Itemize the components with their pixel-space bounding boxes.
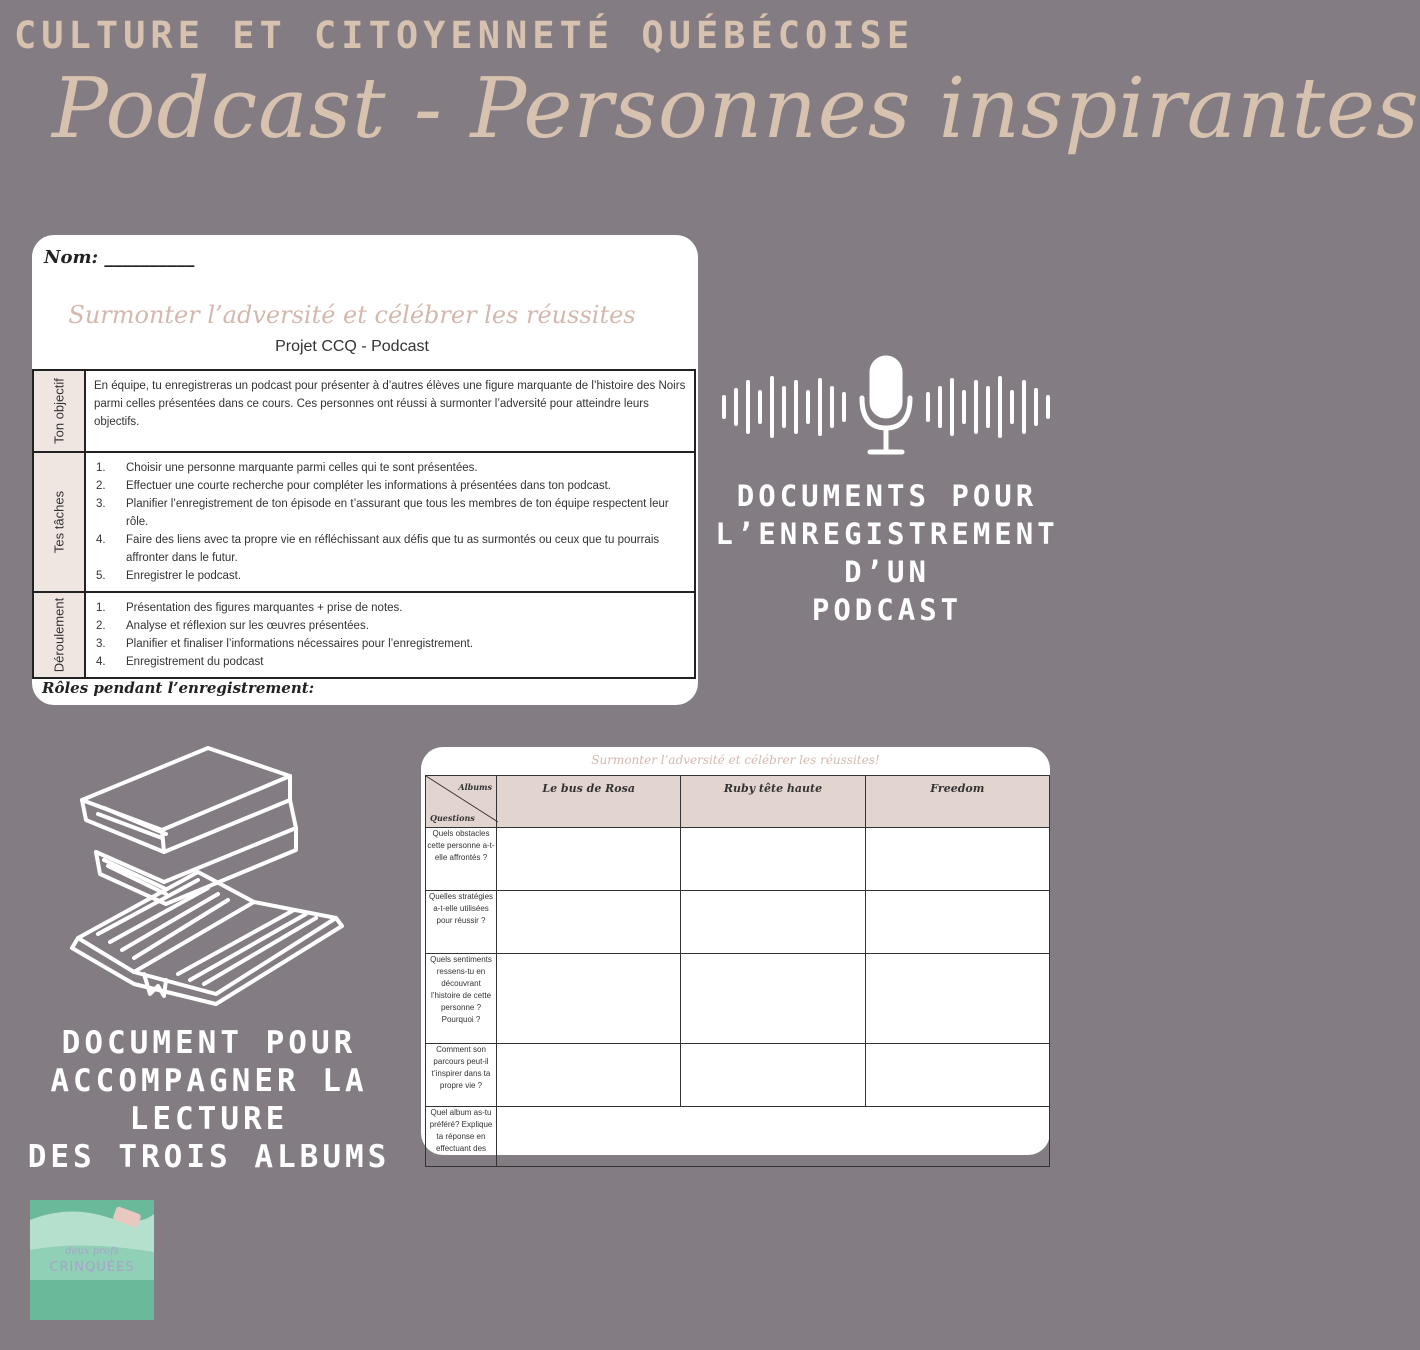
question-cell: Quels obstacles cette personne a-t-elle affrontés ?: [426, 828, 497, 891]
question-cell: Quelles stratégies a-t-elle utilisées pour réussir ?: [426, 891, 497, 954]
album-header: Freedom: [865, 776, 1049, 828]
deroulement-label-cell: [33, 592, 85, 678]
answer-cell: [865, 954, 1049, 1044]
doc-subtitle: Projet CCQ - Podcast: [275, 338, 429, 355]
answer-cell: [497, 1107, 1050, 1167]
header-title: Podcast - Personnes inspirantes: [52, 60, 1420, 157]
list-item: 4. Faire des liens avec ta propre vie en réfléchissant aux défis que tu as surmontés ou ceux que tu pourrais affronter dans le futur.: [96, 534, 660, 564]
table-corner-cell: [426, 776, 497, 828]
corner-questions: Questions: [430, 813, 475, 823]
deroulement-label: Déroulement: [51, 597, 67, 673]
table-row: [426, 1107, 1050, 1167]
question-cell: Quel album as-tu préféré? Explique ta réponse en effectuant des: [426, 1107, 497, 1167]
answer-cell: [865, 828, 1049, 891]
document-preview-albums: [421, 747, 1050, 1155]
table-row: [426, 954, 1050, 1044]
header-subtitle: CULTURE ET CITOYENNETÉ QUÉBÉCOISE: [14, 14, 915, 57]
doc2-title: Surmonter l’adversité et célébrer les réussites!: [591, 753, 880, 767]
album-header: Le bus de Rosa: [497, 776, 681, 828]
taches-list: [85, 452, 695, 592]
list-item: 3. Planifier l’enregistrement de ton épisode en t’assurant que tous les membres de ton équipe respectent leur rôle.: [96, 498, 669, 528]
answer-cell: [681, 828, 865, 891]
answer-cell: [865, 891, 1049, 954]
answer-cell: [497, 828, 681, 891]
answer-cell: [497, 954, 681, 1044]
answer-cell: [681, 891, 865, 954]
list-item: 2. Effectuer une courte recherche pour compléter les informations à présentées dans ton podcast.: [96, 480, 611, 492]
logo-line2: CRINQUÉES: [49, 1260, 135, 1275]
brand-logo: [30, 1200, 154, 1320]
album-header: Ruby tête haute: [681, 776, 865, 828]
answer-cell: [497, 891, 681, 954]
microphone-soundwave-icon: [716, 352, 1056, 462]
deroulement-list: [85, 592, 695, 678]
doc-title: Surmonter l’adversité et célébrer les réussites: [68, 301, 636, 329]
books-icon: [58, 742, 348, 1012]
list-item: 2. Analyse et réflexion sur les œuvres présentées.: [96, 620, 369, 632]
taches-label-cell: [33, 452, 85, 592]
list-item: 3. Planifier et finaliser l’informations nécessaires pour l’enregistrement.: [96, 638, 474, 650]
table-row: [426, 891, 1050, 954]
caption-reading-document: DOCUMENT POUR ACCOMPAGNER LA LECTURE DES TROIS ALBUMS: [27, 1025, 391, 1175]
answer-cell: [681, 1044, 865, 1107]
albums-table: [425, 775, 1050, 1167]
table-row: [426, 1044, 1050, 1107]
objectif-text: En équipe, tu enregistreras un podcast pour présenter à d’autres élèves une figure marquante de l’histoire des Noirs parmi celles présentées dans ce cours. Ces personnes ont réussi à surmonter l’adversité pour atteindre leurs objectifs.: [85, 370, 695, 452]
answer-cell: [681, 954, 865, 1044]
list-item: 4. Enregistrement du podcast: [96, 656, 264, 668]
answer-cell: [865, 1044, 1049, 1107]
table-row: [426, 828, 1050, 891]
nom-field: Nom: __________: [44, 247, 195, 268]
question-cell: Comment son parcours peut-il t’inspirer dans ta propre vie ?: [426, 1044, 497, 1107]
project-table: [32, 369, 696, 679]
caption-podcast-documents: DOCUMENTS POUR L’ENREGISTREMENT D’UN PODCAST: [715, 479, 1059, 627]
question-cell: Quels sentiments ressens-tu en découvrant l’histoire de cette personne ? Pourquoi ?: [426, 954, 497, 1044]
corner-albums: Albums: [458, 782, 492, 792]
taches-label: Tes tâches: [51, 490, 67, 554]
answer-cell: [497, 1044, 681, 1107]
list-item: 1. Choisir une personne marquante parmi celles qui te sont présentées.: [96, 462, 478, 474]
roles-heading: Rôles pendant l’enregistrement:: [42, 679, 315, 697]
logo-line1: deux profs: [65, 1246, 119, 1257]
objectif-label-cell: [33, 370, 85, 452]
list-item: 1. Présentation des figures marquantes + prise de notes.: [96, 602, 403, 614]
document-preview-podcast: [32, 235, 698, 705]
objectif-label: Ton objectif: [51, 378, 67, 444]
list-item: 5. Enregistrer le podcast.: [96, 570, 242, 582]
